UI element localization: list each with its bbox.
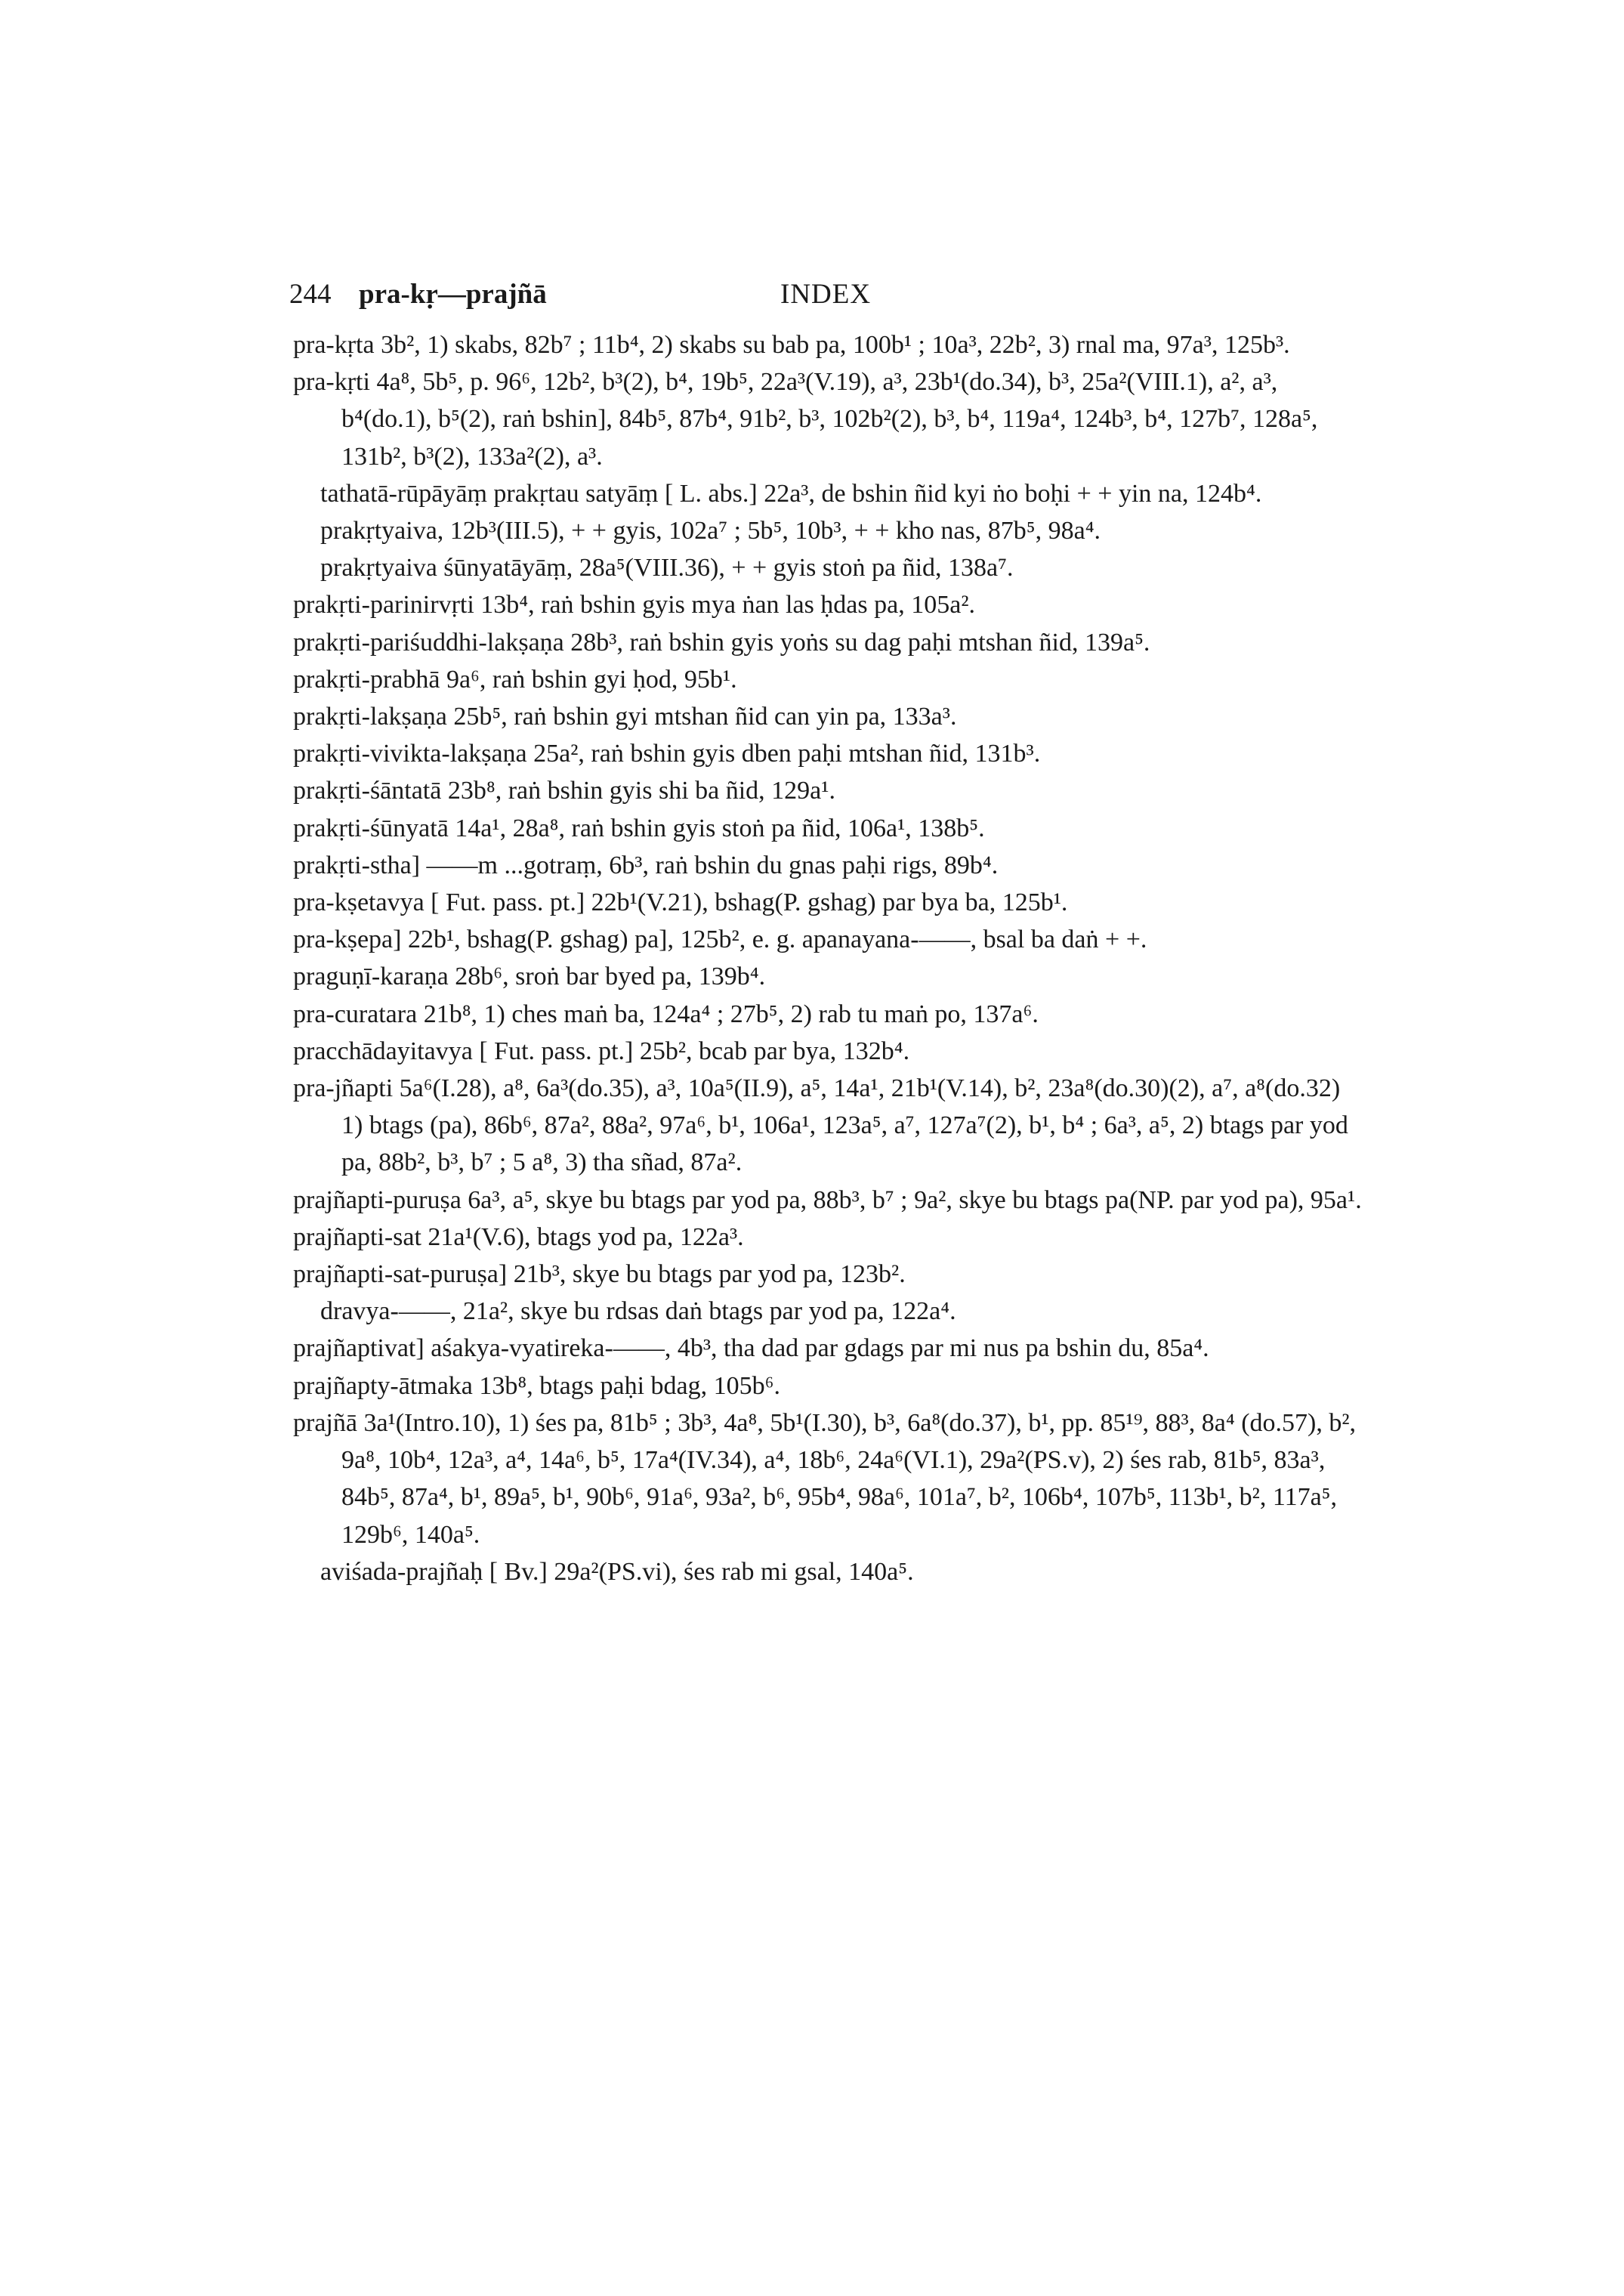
- index-subentry: tathatā-rūpāyāṃ prakṛtau satyāṃ [ L. abs.] 22a³, de bshin ñid kyi ṅo boḥi + + yin na, 124b⁴.: [320, 479, 1262, 508]
- page-number: 244: [289, 279, 332, 310]
- index-subentry: prakṛtyaiva śūnyatāyāṃ, 28a⁵(VIII.36), + + gyis stoṅ pa ñid, 138a⁷.: [320, 554, 1014, 582]
- index-entry: pra-kṣetavya [ Fut. pass. pt.] 22b¹(V.21), bshag(P. gshag) par bya ba, 125b¹.: [293, 888, 1068, 917]
- index-entry: prajñapti-sat-puruṣa] 21b³, skye bu btags par yod pa, 123b².: [293, 1260, 906, 1289]
- index-entry: prajñapti-sat 21a¹(V.6), btags yod pa, 122a³.: [293, 1222, 744, 1251]
- index-entry: pra-curatara 21b⁸, 1) ches maṅ ba, 124a⁴ ; 27b⁵, 2) rab tu maṅ po, 137a⁶.: [293, 1000, 1039, 1028]
- index-entry: prajñapti-puruṣa 6a³, a⁵, skye bu btags par yod pa, 88b³, b⁷ ; 9a², skye bu btags pa(NP. par yod pa), 95a¹.: [293, 1185, 1362, 1214]
- index-entry: prajñaptivat] aśakya-vyatireka-——, 4b³, tha dad par gdags par mi nus pa bshin du, 85a⁴.: [293, 1334, 1209, 1363]
- index-entry: pra-kṛti 4a⁸, 5b⁵, p. 96⁶, 12b², b³(2), b⁴, 19b⁵, 22a³(V.19), a³, 23b¹(do.34), b³, 25a²(VIII.1), a², a³, b⁴(do.1), b⁵(2), raṅ bshin], 84b⁵, 87b⁴, 91b², b³, 102b²(2), b³, b⁴, 119a⁴, 124b³, b⁴, 127b⁷, 128a⁵, 131b², b³(2), 133a²(2), a³.: [293, 368, 1318, 471]
- index-entry: prakṛti-śāntatā 23b⁸, raṅ bshin gyis shi ba ñid, 129a¹.: [293, 777, 835, 805]
- index-entry: prajñapty-ātmaka 13b⁸, btags paḥi bdag, 105b⁶.: [293, 1371, 780, 1400]
- index-entry: prakṛti-parinirvṛti 13b⁴, raṅ bshin gyis mya ṅan las ḥdas pa, 105a².: [293, 591, 976, 620]
- index-title: INDEX: [780, 279, 872, 310]
- index-entry: pra-kṛta 3b², 1) skabs, 82b⁷ ; 11b⁴, 2) skabs su bab pa, 100b¹ ; 10a³, 22b², 3) rnal ma, 97a³, 125b³.: [293, 331, 1290, 359]
- index-entry: prakṛti-prabhā 9a⁶, raṅ bshin gyi ḥod, 95b¹.: [293, 665, 737, 694]
- running-head: pra-kṛ—prajñā: [359, 279, 547, 310]
- index-entry: pra-jñapti 5a⁶(I.28), a⁸, 6a³(do.35), a³, 10a⁵(II.9), a⁵, 14a¹, 21b¹(V.14), b², 23a⁸(do.30)(2), a⁷, a⁸(do.32) 1) btags (pa), 86b⁶, 87a², 88a², 97a⁶, b¹, 106a¹, 123a⁵, a⁷, 127a⁷(2), b¹, b⁴ ; 6a³, a⁵, 2) btags par yod pa, 88b², b³, b⁷ ; 5 a⁸, 3) tha sñad, 87a².: [293, 1074, 1348, 1177]
- index-entry: prakṛti-lakṣaṇa 25b⁵, raṅ bshin gyi mtshan ñid can yin pa, 133a³.: [293, 703, 957, 731]
- index-subentry: aviśada-prajñaḥ [ Bv.] 29a²(PS.vi), śes rab mi gsal, 140a⁵.: [320, 1557, 914, 1586]
- index-subentry: prakṛtyaiva, 12b³(III.5), + + gyis, 102a⁷ ; 5b⁵, 10b³, + + kho nas, 87b⁵, 98a⁴.: [320, 517, 1101, 545]
- index-entry: praguṇī-karaṇa 28b⁶, sroṅ bar byed pa, 139b⁴.: [293, 963, 766, 991]
- index-entry: prakṛti-śūnyatā 14a¹, 28a⁸, raṅ bshin gyis stoṅ pa ñid, 106a¹, 138b⁵.: [293, 814, 985, 842]
- index-entry: prakṛti-stha] ——m ...gotraṃ, 6b³, raṅ bshin du gnas paḥi rigs, 89b⁴.: [293, 851, 999, 879]
- index-entries: [293, 326, 1366, 1590]
- page-header: [289, 278, 1362, 323]
- index-entry: prajñā 3a¹(Intro.10), 1) śes pa, 81b⁵ ; 3b³, 4a⁸, 5b¹(I.30), b³, 6a⁸(do.37), b¹, pp. 85¹⁹, 88³, 8a⁴ (do.57), b², 9a⁸, 10b⁴, 12a³, a⁴, 14a⁶, b⁵, 17a⁴(IV.34), a⁴, 18b⁶, 24a⁶(VI.1), 29a²(PS.v), 2) śes rab, 81b⁵, 83a³, 84b⁵, 87a⁴, b¹, 89a⁵, b¹, 90b⁶, 91a⁶, 93a², b⁶, 95b⁴, 98a⁶, 101a⁷, b², 106b⁴, 107b⁵, 113b¹, b², 117a⁵, 129b⁶, 140a⁵.: [293, 1408, 1357, 1549]
- index-entry: prakṛti-vivikta-lakṣaṇa 25a², raṅ bshin gyis dben paḥi mtshan ñid, 131b³.: [293, 740, 1041, 768]
- index-entry: pra-kṣepa] 22b¹, bshag(P. gshag) pa], 125b², e. g. apanayana-——, bsal ba daṅ + +.: [293, 926, 1147, 954]
- index-entry: prakṛti-pariśuddhi-lakṣaṇa 28b³, raṅ bshin gyis yoṅs su dag paḥi mtshan ñid, 139a⁵.: [293, 628, 1150, 657]
- index-entry: pracchādayitavya [ Fut. pass. pt.] 25b², bcab par bya, 132b⁴.: [293, 1037, 910, 1065]
- index-subentry: dravya-——, 21a², skye bu rdsas daṅ btags par yod pa, 122a⁴.: [320, 1297, 956, 1326]
